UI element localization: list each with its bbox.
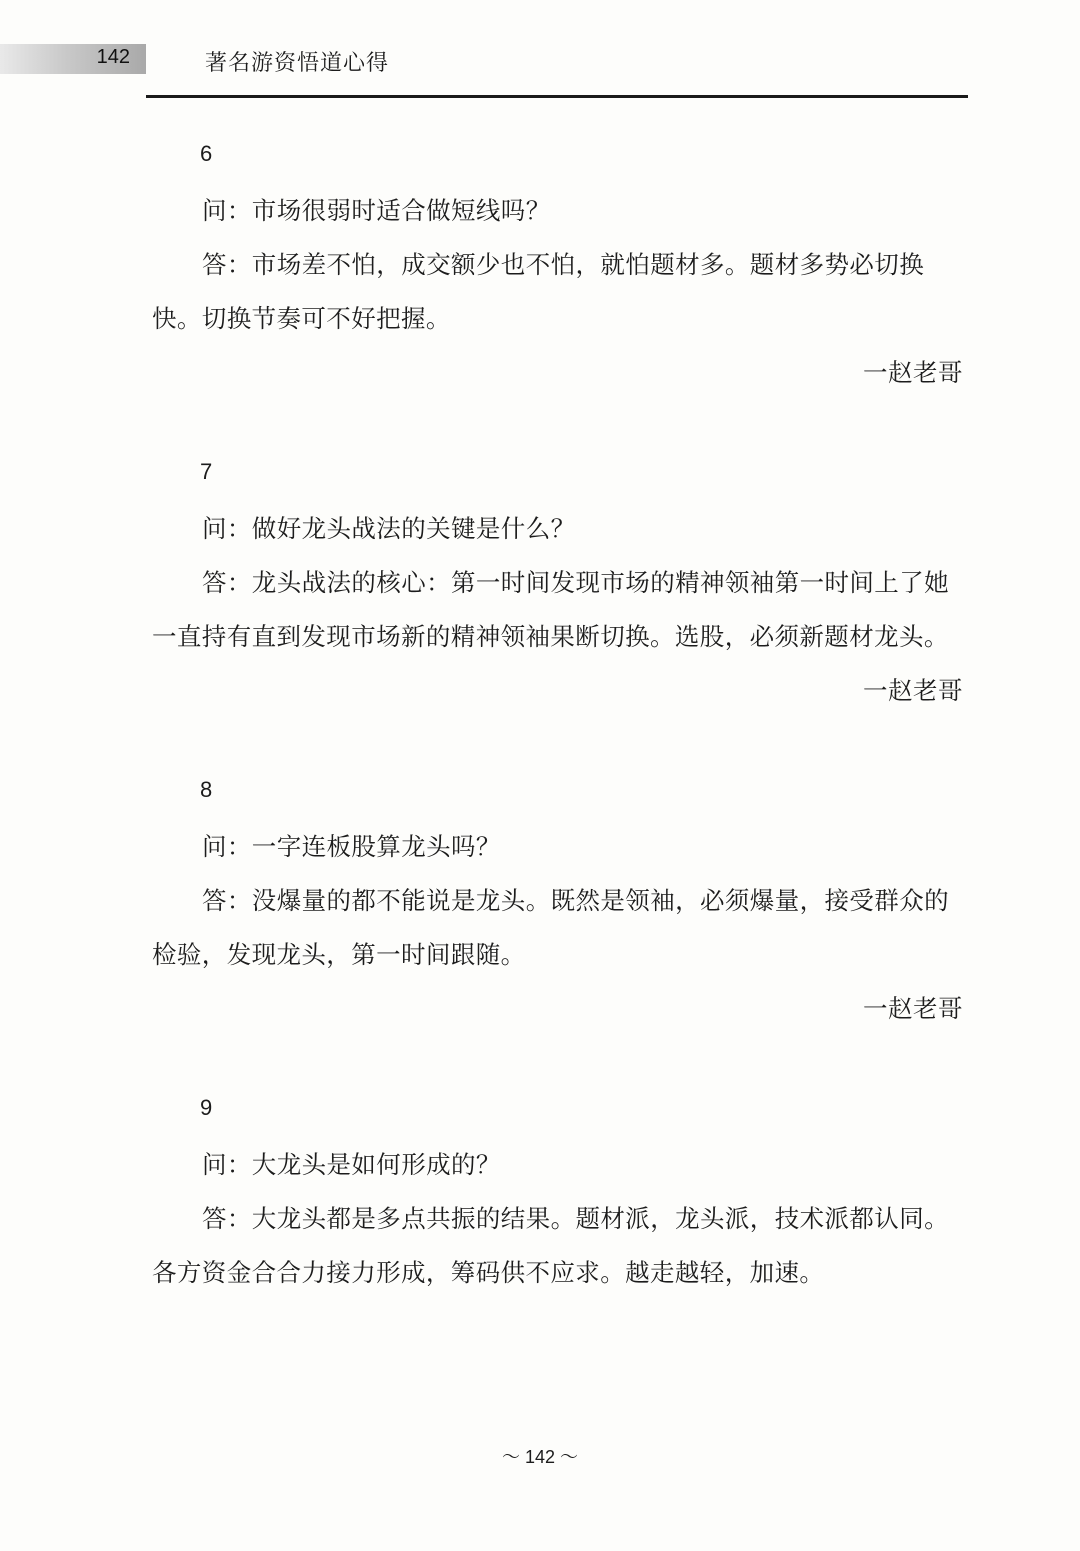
- page-number-tab-label: 142: [96, 46, 130, 68]
- signature: 一赵老哥: [863, 994, 963, 1023]
- answer-text: 答：大龙头都是多点共振的结果。题材派，龙头派，技术派都认同。各方资金合合力接力形成，筹码供不应求。越走越轻，加速。: [152, 1204, 949, 1287]
- entry-number: 6: [200, 141, 213, 166]
- question-text: 问：市场很弱时适合做短线吗？: [202, 196, 551, 225]
- signature: 一赵老哥: [863, 676, 963, 705]
- question-text: 问：大龙头是如何形成的？: [202, 1150, 501, 1179]
- answer-text: 答：没爆量的都不能说是龙头。既然是领袖，必须爆量，接受群众的检验，发现龙头，第一时间跟随。: [152, 886, 949, 969]
- question-text: 问：做好龙头战法的关键是什么？: [202, 514, 576, 543]
- entry-number: 9: [200, 1095, 213, 1120]
- footer-page-number: ～ 142 ～: [501, 1447, 579, 1467]
- page-number-tab: [0, 44, 146, 74]
- page-content: [152, 138, 967, 1356]
- qa-entry: [152, 456, 967, 718]
- entry-number: 8: [200, 777, 213, 802]
- running-title: 著名游资悟道心得: [205, 51, 390, 76]
- answer-text: 答：龙头战法的核心：第一时间发现市场的精神领袖第一时间上了她一直持有直到发现市场新的精神领袖果断切换。选股，必须新题材龙头。: [152, 568, 949, 651]
- question-text: 问：一字连板股算龙头吗？: [202, 832, 501, 861]
- qa-entry: [152, 138, 967, 400]
- signature: 一赵老哥: [863, 358, 963, 387]
- answer-text: 答：市场差不怕，成交额少也不怕，就怕题材多。题材多势必切换快。切换节奏可不好把握。: [152, 250, 925, 333]
- header-rule: [146, 95, 968, 98]
- entry-number: 7: [200, 459, 213, 484]
- qa-entry: [152, 774, 967, 1036]
- qa-entry: [152, 1092, 967, 1300]
